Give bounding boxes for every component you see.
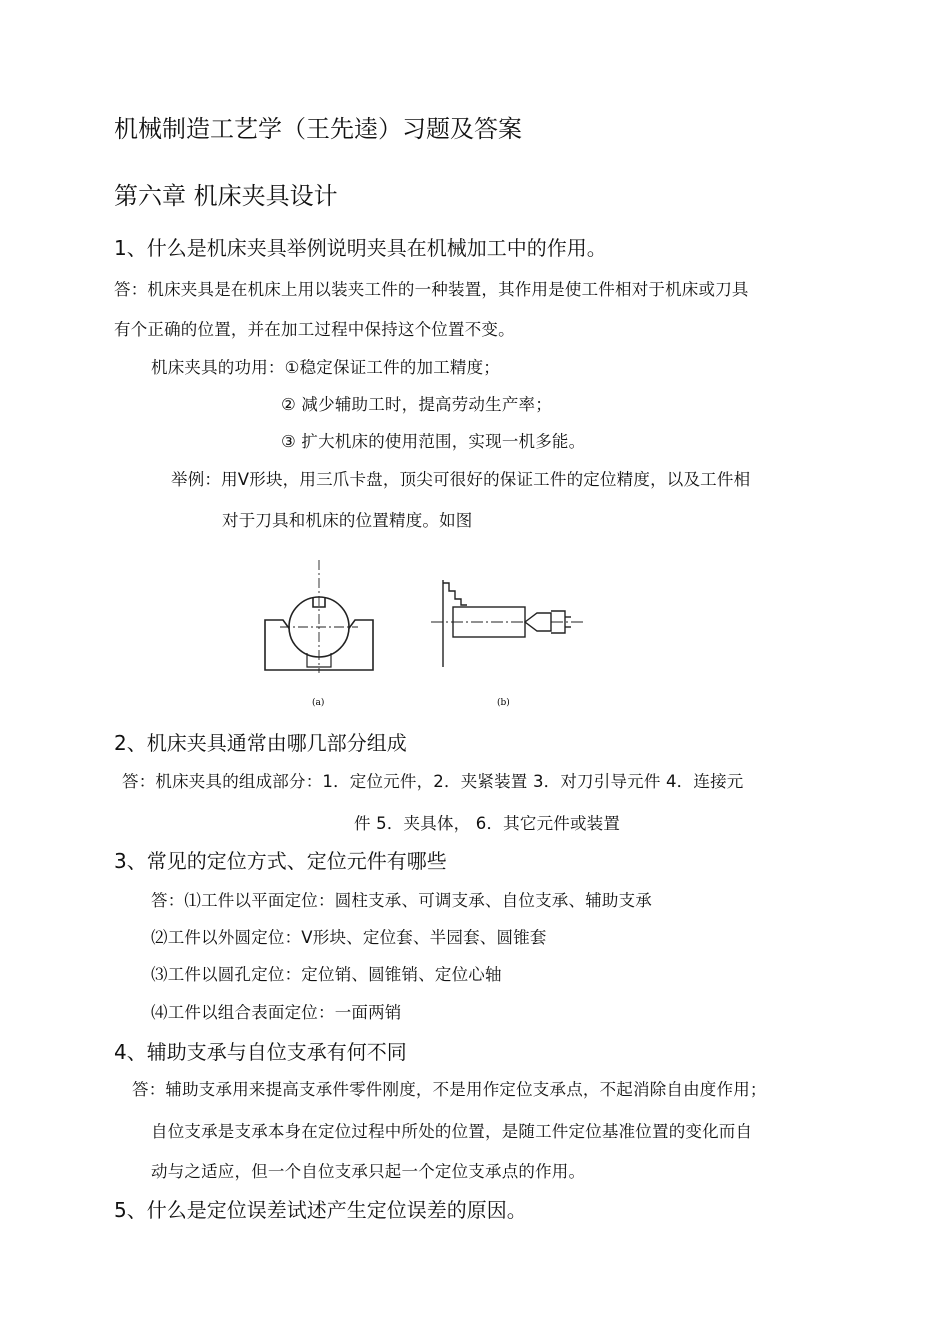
- answer-4-line-2: 自位支承是支承本身在定位过程中所处的位置，是随工件定位基准位置的变化而自: [151, 1122, 753, 1141]
- answer-4-line-1: 答：辅助支承用来提高支承件零件刚度，不是用作定位支承点，不起消除自由度作用；: [132, 1080, 767, 1099]
- example-line-1: 举例：用Ⅴ形块，用三爪卡盘，顶尖可很好的保证工件的定位精度，以及工件相: [171, 470, 751, 489]
- function-3: ③ 扩大机床的使用范围，实现一机多能。: [281, 432, 586, 451]
- chuck-drawing: [431, 580, 585, 667]
- answer-2-line-2: 件 5．夹具体， 6．其它元件或装置: [354, 814, 621, 833]
- answer-3-line-3: ⑶工件以圆孔定位：定位销、圆锥销、定位心轴: [151, 965, 502, 984]
- fixture-figure: [255, 555, 595, 715]
- question-4: 4、辅助支承与自位支承有何不同: [114, 1040, 407, 1064]
- answer-1-line-2: 有个正确的位置，并在加工过程中保持这个位置不变。: [114, 320, 515, 339]
- example-line-2: 对于刀具和机床的位置精度。如图: [222, 511, 473, 530]
- v-block-drawing: [265, 560, 373, 673]
- figure-a-caption: (a): [312, 698, 325, 708]
- answer-3-line-2: ⑵工件以外圆定位：Ⅴ形块、定位套、半园套、圆锥套: [151, 928, 547, 947]
- document-title: 机械制造工艺学（王先逵）习题及答案: [114, 115, 522, 143]
- function-1: 机床夹具的功用：①稳定保证工件的加工精度；: [151, 358, 500, 377]
- function-2: ② 减少辅助工时，提高劳动生产率；: [281, 395, 552, 414]
- answer-4-line-3: 动与之适应，但一个自位支承只起一个定位支承点的作用。: [151, 1162, 586, 1181]
- chapter-heading: 第六章 机床夹具设计: [114, 182, 338, 210]
- answer-1-line-1: 答：机床夹具是在机床上用以装夹工件的一种装置，其作用是使工件相对于机床或刀具: [114, 280, 749, 299]
- question-3: 3、常见的定位方式、定位元件有哪些: [114, 849, 447, 873]
- answer-3-line-4: ⑷工件以组合表面定位：一面两销: [151, 1003, 402, 1022]
- question-1: 1、什么是机床夹具举例说明夹具在机械加工中的作用。: [114, 236, 607, 260]
- answer-3-line-1: 答：⑴工件以平面定位：圆柱支承、可调支承、自位支承、辅助支承: [151, 891, 652, 910]
- question-5: 5、什么是定位误差试述产生定位误差的原因。: [114, 1198, 527, 1222]
- figure-b-caption: (b): [497, 698, 510, 708]
- question-2: 2、机床夹具通常由哪几部分组成: [114, 731, 407, 755]
- answer-2-line-1: 答：机床夹具的组成部分：1．定位元件，2．夹紧装置 3．对刀引导元件 4．连接元: [122, 772, 744, 791]
